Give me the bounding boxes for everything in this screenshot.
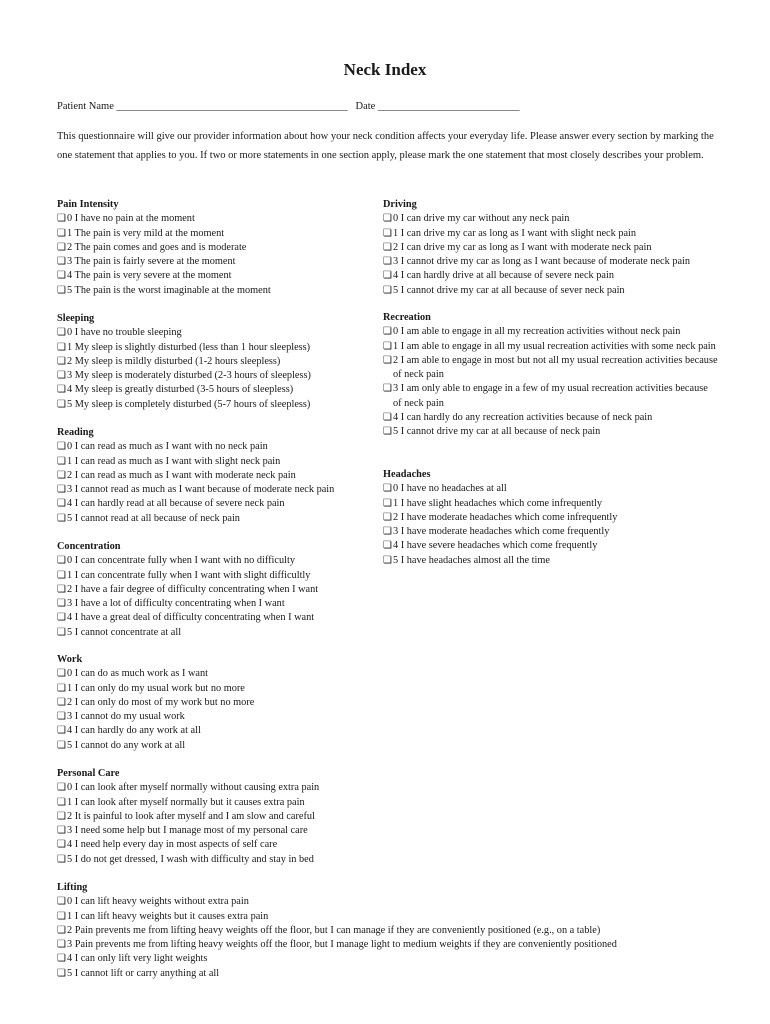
checkbox-icon[interactable]: ❏ [383,270,392,282]
section-headaches [383,468,728,568]
checkbox-icon[interactable]: ❏ [383,383,392,395]
checkbox-icon[interactable]: ❏ [383,411,392,423]
checkbox-icon[interactable]: ❏ [57,355,66,367]
option-label: 5 I cannot concentrate at all [67,626,182,638]
option-label: 4 I can hardly do any recreation activities because of neck pain [393,411,653,423]
option-0[interactable] [57,667,387,681]
option-1[interactable] [57,682,387,696]
option-5[interactable] [383,284,728,298]
section-driving [383,198,728,298]
option-label: 2 I am able to engage in most but not all my usual recreation activities because of neck pain [393,354,718,380]
option-4[interactable] [57,383,387,397]
option-4[interactable] [383,411,718,425]
instructions: This questionnaire will give our provider information about how your neck condition affects your everyday life. Please answer every section by marking the one statement that applies to you. If two or more statements in one section apply, please mark the one statement that most closely describes your problem. [57,131,714,161]
option-label: 0 I can do as much work as I want [67,668,208,680]
section-title: Headaches [383,469,431,480]
section-lifting [57,881,737,981]
checkbox-icon[interactable]: ❏ [57,398,66,410]
option-0[interactable] [383,212,728,226]
option-3[interactable] [383,255,728,269]
option-label: 0 I can lift heavy weights without extra pain [67,896,249,908]
page-title: Neck Index [343,60,427,79]
checkbox-icon[interactable]: ❏ [57,498,66,510]
checkbox-icon[interactable]: ❏ [383,284,392,296]
option-label: 5 I have headaches almost all the time [393,554,550,566]
patient-name-field[interactable]: Patient Name ____________________________________________ [57,101,348,112]
section-personal-care [57,767,387,867]
checkbox-icon[interactable]: ❏ [57,853,66,865]
section-title: Concentration [57,541,121,552]
option-label: 4 I can hardly read at all because of severe neck pain [67,498,285,510]
option-label: 3 I cannot do my usual work [67,711,185,722]
section-title: Work [57,654,83,665]
checkbox-icon[interactable]: ❏ [57,910,66,922]
checkbox-icon[interactable]: ❏ [57,924,66,936]
section-reading [57,426,387,526]
option-label: 5 I cannot drive my car at all because of sever neck pain [393,284,625,296]
option-1[interactable] [57,455,387,469]
checkbox-icon[interactable]: ❏ [57,256,66,267]
option-label: 1 I can lift heavy weights but it causes extra pain [67,910,269,922]
option-label: 3 The pain is fairly severe at the moment [67,256,236,267]
option-4[interactable] [57,952,737,966]
checkbox-icon[interactable]: ❏ [57,583,66,595]
option-label: 3 Pain prevents me from lifting heavy weights off the floor, but I manage light to medium weights if they are conveniently positioned [67,939,617,950]
section-title: Reading [57,427,94,438]
option-label: 0 I have no pain at the moment [67,213,195,225]
checkbox-icon[interactable]: ❏ [383,227,392,239]
option-label: 0 I have no headaches at all [393,483,507,495]
option-label: 5 The pain is the worst imaginable at the moment [67,284,271,296]
option-label: 1 I can concentrate fully when I want with slight difficultly [67,569,311,581]
option-0[interactable] [57,212,387,226]
section-work [57,653,387,753]
option-0[interactable] [383,325,718,339]
option-0[interactable] [57,781,387,795]
option-2[interactable] [57,355,387,369]
section-pain-intensity [57,198,387,298]
option-label: 2 I can drive my car as long as I want with moderate neck pain [393,241,652,253]
option-5[interactable] [57,739,387,753]
option-5[interactable] [57,284,387,298]
option-label: 1 I am able to engage in all my usual recreation activities with some neck pain [393,340,716,352]
option-4[interactable] [57,838,387,852]
option-label: 2 My sleep is mildly disturbed (1-2 hours sleepless) [67,355,281,367]
option-0[interactable] [57,440,387,454]
option-label: 5 I do not get dressed, I wash with difficulty and stay in bed [67,853,314,865]
checkbox-icon[interactable]: ❏ [383,483,392,495]
option-label: 1 I can look after myself normally but it causes extra pain [67,796,305,808]
option-5[interactable] [57,967,737,981]
option-label: 4 I can hardly do any work at all [67,725,201,737]
option-label: 4 I can hardly drive at all because of severe neck pain [393,270,614,282]
section-title: Pain Intensity [57,199,119,210]
option-2[interactable] [57,469,387,483]
option-3[interactable] [57,255,387,269]
option-5[interactable] [57,626,387,640]
checkbox-icon[interactable]: ❏ [57,825,66,836]
checkbox-icon[interactable]: ❏ [57,341,66,353]
checkbox-icon[interactable]: ❏ [57,598,66,609]
patient-info-line [57,101,520,112]
option-0[interactable] [57,554,387,568]
checkbox-icon[interactable]: ❏ [57,839,66,851]
option-5[interactable] [57,512,387,526]
date-field[interactable]: Date ___________________________ [355,101,520,112]
option-2[interactable] [57,241,387,255]
checkbox-icon[interactable]: ❏ [57,939,66,950]
option-label: 3 I need some help but I manage most of my personal care [67,825,308,836]
checkbox-icon[interactable]: ❏ [383,554,392,566]
checkbox-icon[interactable]: ❏ [57,270,66,282]
option-label: 0 I can look after myself normally without causing extra pain [67,782,320,794]
option-label: 2 I can only do most of my work but no more [67,696,255,708]
option-3[interactable] [383,525,728,539]
checkbox-icon[interactable]: ❏ [57,711,66,722]
option-5[interactable] [383,554,728,568]
option-4[interactable] [383,539,728,553]
checkbox-icon[interactable]: ❏ [57,953,66,965]
checkbox-icon[interactable]: ❏ [57,384,66,396]
option-label: 3 I have moderate headaches which come frequently [393,526,610,537]
checkbox-icon[interactable]: ❏ [57,739,66,751]
section-title: Sleeping [57,313,95,324]
option-1[interactable] [383,227,728,241]
checkbox-icon[interactable]: ❏ [57,484,66,495]
checkbox-icon[interactable]: ❏ [57,668,66,680]
checkbox-icon[interactable]: ❏ [57,725,66,737]
option-label: 5 My sleep is completely disturbed (5-7 hours of sleepless) [67,398,311,410]
checkbox-icon[interactable]: ❏ [57,612,66,624]
option-4[interactable] [383,269,728,283]
section-title: Recreation [383,312,431,323]
option-label: 5 I cannot do any work at all [67,739,186,751]
option-label: 0 I can concentrate fully when I want with no difficulty [67,555,295,567]
checkbox-icon[interactable]: ❏ [383,326,392,338]
option-2[interactable] [383,241,728,255]
section-recreation [383,311,718,439]
checkbox-icon[interactable]: ❏ [383,340,392,352]
option-3[interactable] [57,710,387,724]
option-4[interactable] [57,269,387,283]
option-label: 4 I have a great deal of difficulty concentrating when I want [67,612,315,624]
option-label: 0 I can read as much as I want with no neck pain [67,441,268,453]
checkbox-icon[interactable]: ❏ [383,526,392,537]
checkbox-icon[interactable]: ❏ [383,540,392,552]
checkbox-icon[interactable]: ❏ [57,696,66,708]
section-title: Driving [383,199,417,210]
checkbox-icon[interactable]: ❏ [57,896,66,908]
checkbox-icon[interactable]: ❏ [383,354,392,366]
option-2[interactable] [57,924,737,938]
option-1[interactable] [57,796,387,810]
option-label: 2 The pain comes and goes and is moderate [67,241,247,253]
section-title: Personal Care [57,768,120,779]
checkbox-icon[interactable]: ❏ [57,327,66,339]
option-4[interactable] [57,724,387,738]
option-2[interactable] [383,511,728,525]
option-label: 3 I cannot drive my car as long as I want because of moderate neck pain [393,256,691,267]
option-1[interactable] [383,340,718,354]
option-3[interactable] [57,483,387,497]
checkbox-icon[interactable]: ❏ [57,782,66,794]
checkbox-icon[interactable]: ❏ [57,370,66,381]
option-4[interactable] [57,611,387,625]
option-2[interactable] [57,810,387,824]
option-label: 2 I have a fair degree of difficulty concentrating when I want [67,583,319,595]
option-label: 0 I can drive my car without any neck pain [393,213,570,225]
checkbox-icon[interactable]: ❏ [57,241,66,253]
checkbox-icon[interactable]: ❏ [57,469,66,481]
option-label: 3 My sleep is moderately disturbed (2-3 hours of sleepless) [67,370,311,381]
option-3[interactable] [57,938,737,952]
option-label: 1 The pain is very mild at the moment [67,227,225,239]
checkbox-icon[interactable]: ❏ [57,213,66,225]
checkbox-icon[interactable]: ❏ [57,284,66,296]
option-label: 2 I have moderate headaches which come infrequently [393,511,618,523]
checkbox-icon[interactable]: ❏ [383,256,392,267]
option-3[interactable] [57,369,387,383]
option-3[interactable] [383,382,718,411]
option-label: 0 I have no trouble sleeping [67,327,182,339]
section-title: Lifting [57,882,88,893]
option-1[interactable] [57,227,387,241]
section-sleeping [57,312,387,412]
option-2[interactable] [57,583,387,597]
option-label: 5 I cannot lift or carry anything at all [67,967,220,979]
option-5[interactable] [57,853,387,867]
checkbox-icon[interactable]: ❏ [57,555,66,567]
option-3[interactable] [57,824,387,838]
option-label: 3 I am only able to engage in a few of my usual recreation activities because of neck pain [393,383,708,409]
option-label: 1 I can drive my car as long as I want with slight neck pain [393,227,637,239]
section-concentration [57,540,387,640]
checkbox-icon[interactable]: ❏ [383,426,392,437]
checkbox-icon[interactable]: ❏ [383,213,392,225]
checkbox-icon[interactable]: ❏ [383,497,392,509]
checkbox-icon[interactable]: ❏ [57,682,66,694]
option-label: 2 It is painful to look after myself and I am slow and careful [67,810,315,822]
checkbox-icon[interactable]: ❏ [57,227,66,239]
option-5[interactable] [383,425,718,439]
option-label: 4 The pain is very severe at the moment [67,270,232,282]
checkbox-icon[interactable]: ❏ [57,512,66,524]
option-label: 3 I cannot read as much as I want because of moderate neck pain [67,484,335,495]
checkbox-icon[interactable]: ❏ [57,455,66,467]
checkbox-icon[interactable]: ❏ [57,810,66,822]
checkbox-icon[interactable]: ❏ [383,241,392,253]
checkbox-icon[interactable]: ❏ [57,967,66,979]
checkbox-icon[interactable]: ❏ [57,441,66,453]
option-2[interactable] [57,696,387,710]
option-4[interactable] [57,497,387,511]
option-1[interactable] [383,497,728,511]
option-1[interactable] [57,569,387,583]
option-2[interactable] [383,354,718,383]
option-label: 2 Pain prevents me from lifting heavy weights off the floor, but I can manage if they are conveniently positioned (e.g., on a table) [67,924,601,936]
option-label: 1 I can only do my usual work but no more [67,682,245,694]
option-1[interactable] [57,341,387,355]
option-1[interactable] [57,910,737,924]
option-label: 4 I can only lift very light weights [67,953,208,965]
option-label: 4 I have severe headaches which come frequently [393,540,598,552]
option-label: 4 My sleep is greatly disturbed (3-5 hours of sleepless) [67,384,294,396]
option-0[interactable] [57,895,737,909]
checkbox-icon[interactable]: ❏ [57,626,66,638]
checkbox-icon[interactable]: ❏ [57,796,66,808]
option-label: 1 I have slight headaches which come infrequently [393,497,603,509]
option-label: 1 My sleep is slightly disturbed (less than 1 hour sleepless) [67,341,311,353]
checkbox-icon[interactable]: ❏ [57,569,66,581]
option-5[interactable] [57,398,387,412]
checkbox-icon[interactable]: ❏ [383,511,392,523]
option-0[interactable] [57,326,387,340]
option-0[interactable] [383,482,728,496]
option-label: 1 I can read as much as I want with slight neck pain [67,455,281,467]
option-label: 5 I cannot read at all because of neck pain [67,512,240,524]
option-label: 2 I can read as much as I want with moderate neck pain [67,469,296,481]
option-label: 3 I have a lot of difficulty concentrating when I want [67,598,285,609]
option-label: 0 I am able to engage in all my recreation activities without neck pain [393,326,681,338]
option-3[interactable] [57,597,387,611]
option-label: 4 I need help every day in most aspects of self care [67,839,278,851]
option-label: 5 I cannot drive my car at all because of neck pain [393,426,601,437]
